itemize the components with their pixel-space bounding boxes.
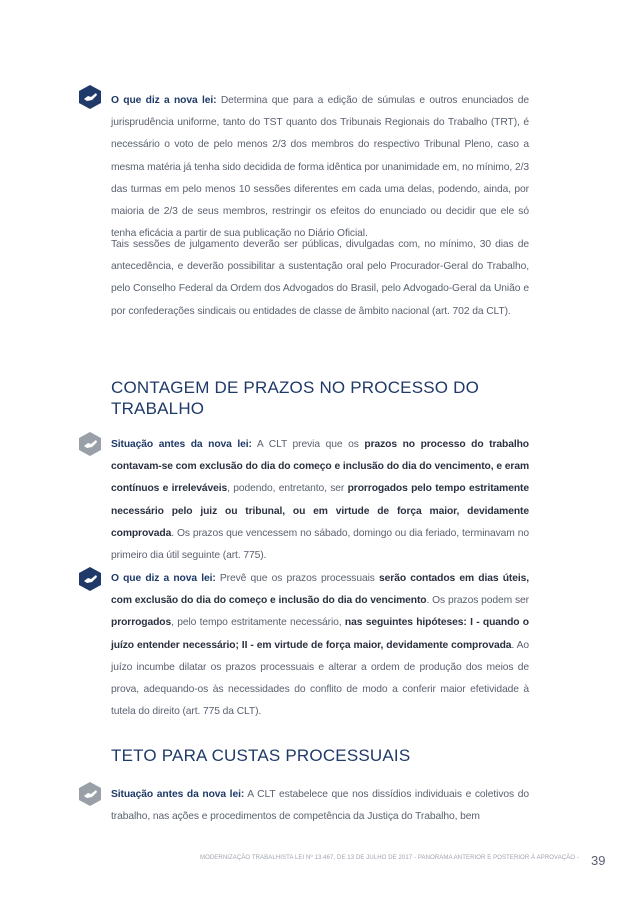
paragraph-text: [111, 434, 529, 567]
paragraph-text: [111, 234, 529, 323]
emphasis-text: prazos no processo do trabalho contavam-se com exclusão do dia do começo e inclusão do dia do vencimento, e eram contínuos e irreleváveis: [111, 439, 529, 495]
text-segment: Determina que para a edição de súmulas e outros enunciados de jurisprudência uniforme, tanto do TST quanto dos Tribunais Regionais do Trabalho (TRT), é necessário o voto de pelo menos 2/3 dos membros do respectivo Tribunal Pleno, caso a mesma matéria já tenha sido decidida de forma idêntica por unanimidade em, no mínimo, 2/3 das turmas em pelo menos 10 sessões diferentes em cada uma delas, podendo, ainda, por maioria de 2/3 de seus membros, restringir os efeitos do enunciado ou decidir que ele só tenha eficácia a partir de sua publicação no Diário Oficial.: [111, 95, 529, 240]
emphasis-text: serão contados em dias úteis, com exclusão do dia do começo e inclusão do dia do vencimento: [111, 573, 529, 607]
paragraph-text: [111, 568, 529, 723]
navy-hexagon-hand-icon: [78, 84, 102, 110]
text-segment: A CLT previa que os: [251, 439, 365, 450]
text-segment: . Os prazos que vencessem no sábado, domingo ou dia feriado, terminavam no primeiro dia útil seguinte (art. 775).: [111, 527, 529, 562]
text-segment: Tais sessões de julgamento deverão ser públicas, divulgadas com, no mínimo, 30 dias de antecedência, e deverão possibilitar a sustentação oral pelo Procurador-Geral do Trabalho, pelo Conselho Federal da Ordem dos Advogados do Brasil, pelo Advogado-Geral da União e por confederações sindicais ou entidades de classe de âmbito nacional (art. 702 da CLT).: [111, 239, 529, 317]
section-heading: CONTAGEM DE PRAZOS NO PROCESSO DO TRABALHO: [111, 378, 480, 418]
section-3-paragraph-1: [111, 784, 529, 828]
section-1-paragraph-1: [111, 90, 529, 245]
section-1-paragraph-2: [111, 234, 529, 323]
emphasis-text: nas seguintes hipóteses: I - quando o juízo entender necessário; II - em virtude de força maior, devidamente comprovada: [111, 617, 530, 651]
text-segment: Prevê que os prazos processuais: [215, 573, 380, 584]
page-number: 39: [591, 853, 606, 868]
section-2-paragraph-1: [111, 434, 529, 567]
text-segment: A CLT estabelece que nos dissídios individuais e coletivos do trabalho, nas ações e procedimentos de competência da Justiça do Trabalho, bem: [111, 789, 529, 823]
paragraph-text: [111, 784, 529, 828]
text-segment: , pelo tempo estritamente necessário,: [171, 617, 345, 629]
grey-hexagon-hand-icon: [78, 781, 102, 807]
text-segment: . Os prazos podem ser: [426, 595, 530, 607]
emphasis-text: prorrogados pelo tempo estritamente necessário pelo juiz ou tribunal, ou em virtude de força maior, devidamente comprovada: [111, 483, 529, 539]
text-segment: . Ao juízo incumbe dilatar os prazos processuais e alterar a ordem de produção dos meios de prova, adequando-os às necessidades do conflito de modo a conferir maior efetividade à tutela do direito (art. 775 da CLT).: [111, 639, 529, 718]
paragraph-text: [111, 90, 529, 245]
section-heading: TETO PARA CUSTAS PROCESSUAIS: [111, 746, 411, 765]
emphasis-text: prorrogados: [111, 617, 172, 629]
lead-label: O que diz a nova lei:: [111, 573, 216, 584]
lead-label: Situação antes da nova lei:: [111, 789, 245, 800]
lead-label: Situação antes da nova lei:: [111, 439, 252, 450]
grey-hexagon-hand-icon: [78, 431, 102, 457]
footer-text: MODERNIZAÇÃO TRABALHISTA LEI Nº 13.467, DE 13 DE JULHO DE 2017 - PANORAMA ANTERIOR E POSTERIOR À APROVAÇÃO -: [200, 855, 579, 861]
section-2-paragraph-2: [111, 568, 529, 723]
navy-hexagon-hand-icon: [78, 566, 102, 592]
text-segment: , podendo, entretanto, ser: [227, 483, 348, 495]
lead-label: O que diz a nova lei:: [111, 95, 217, 106]
